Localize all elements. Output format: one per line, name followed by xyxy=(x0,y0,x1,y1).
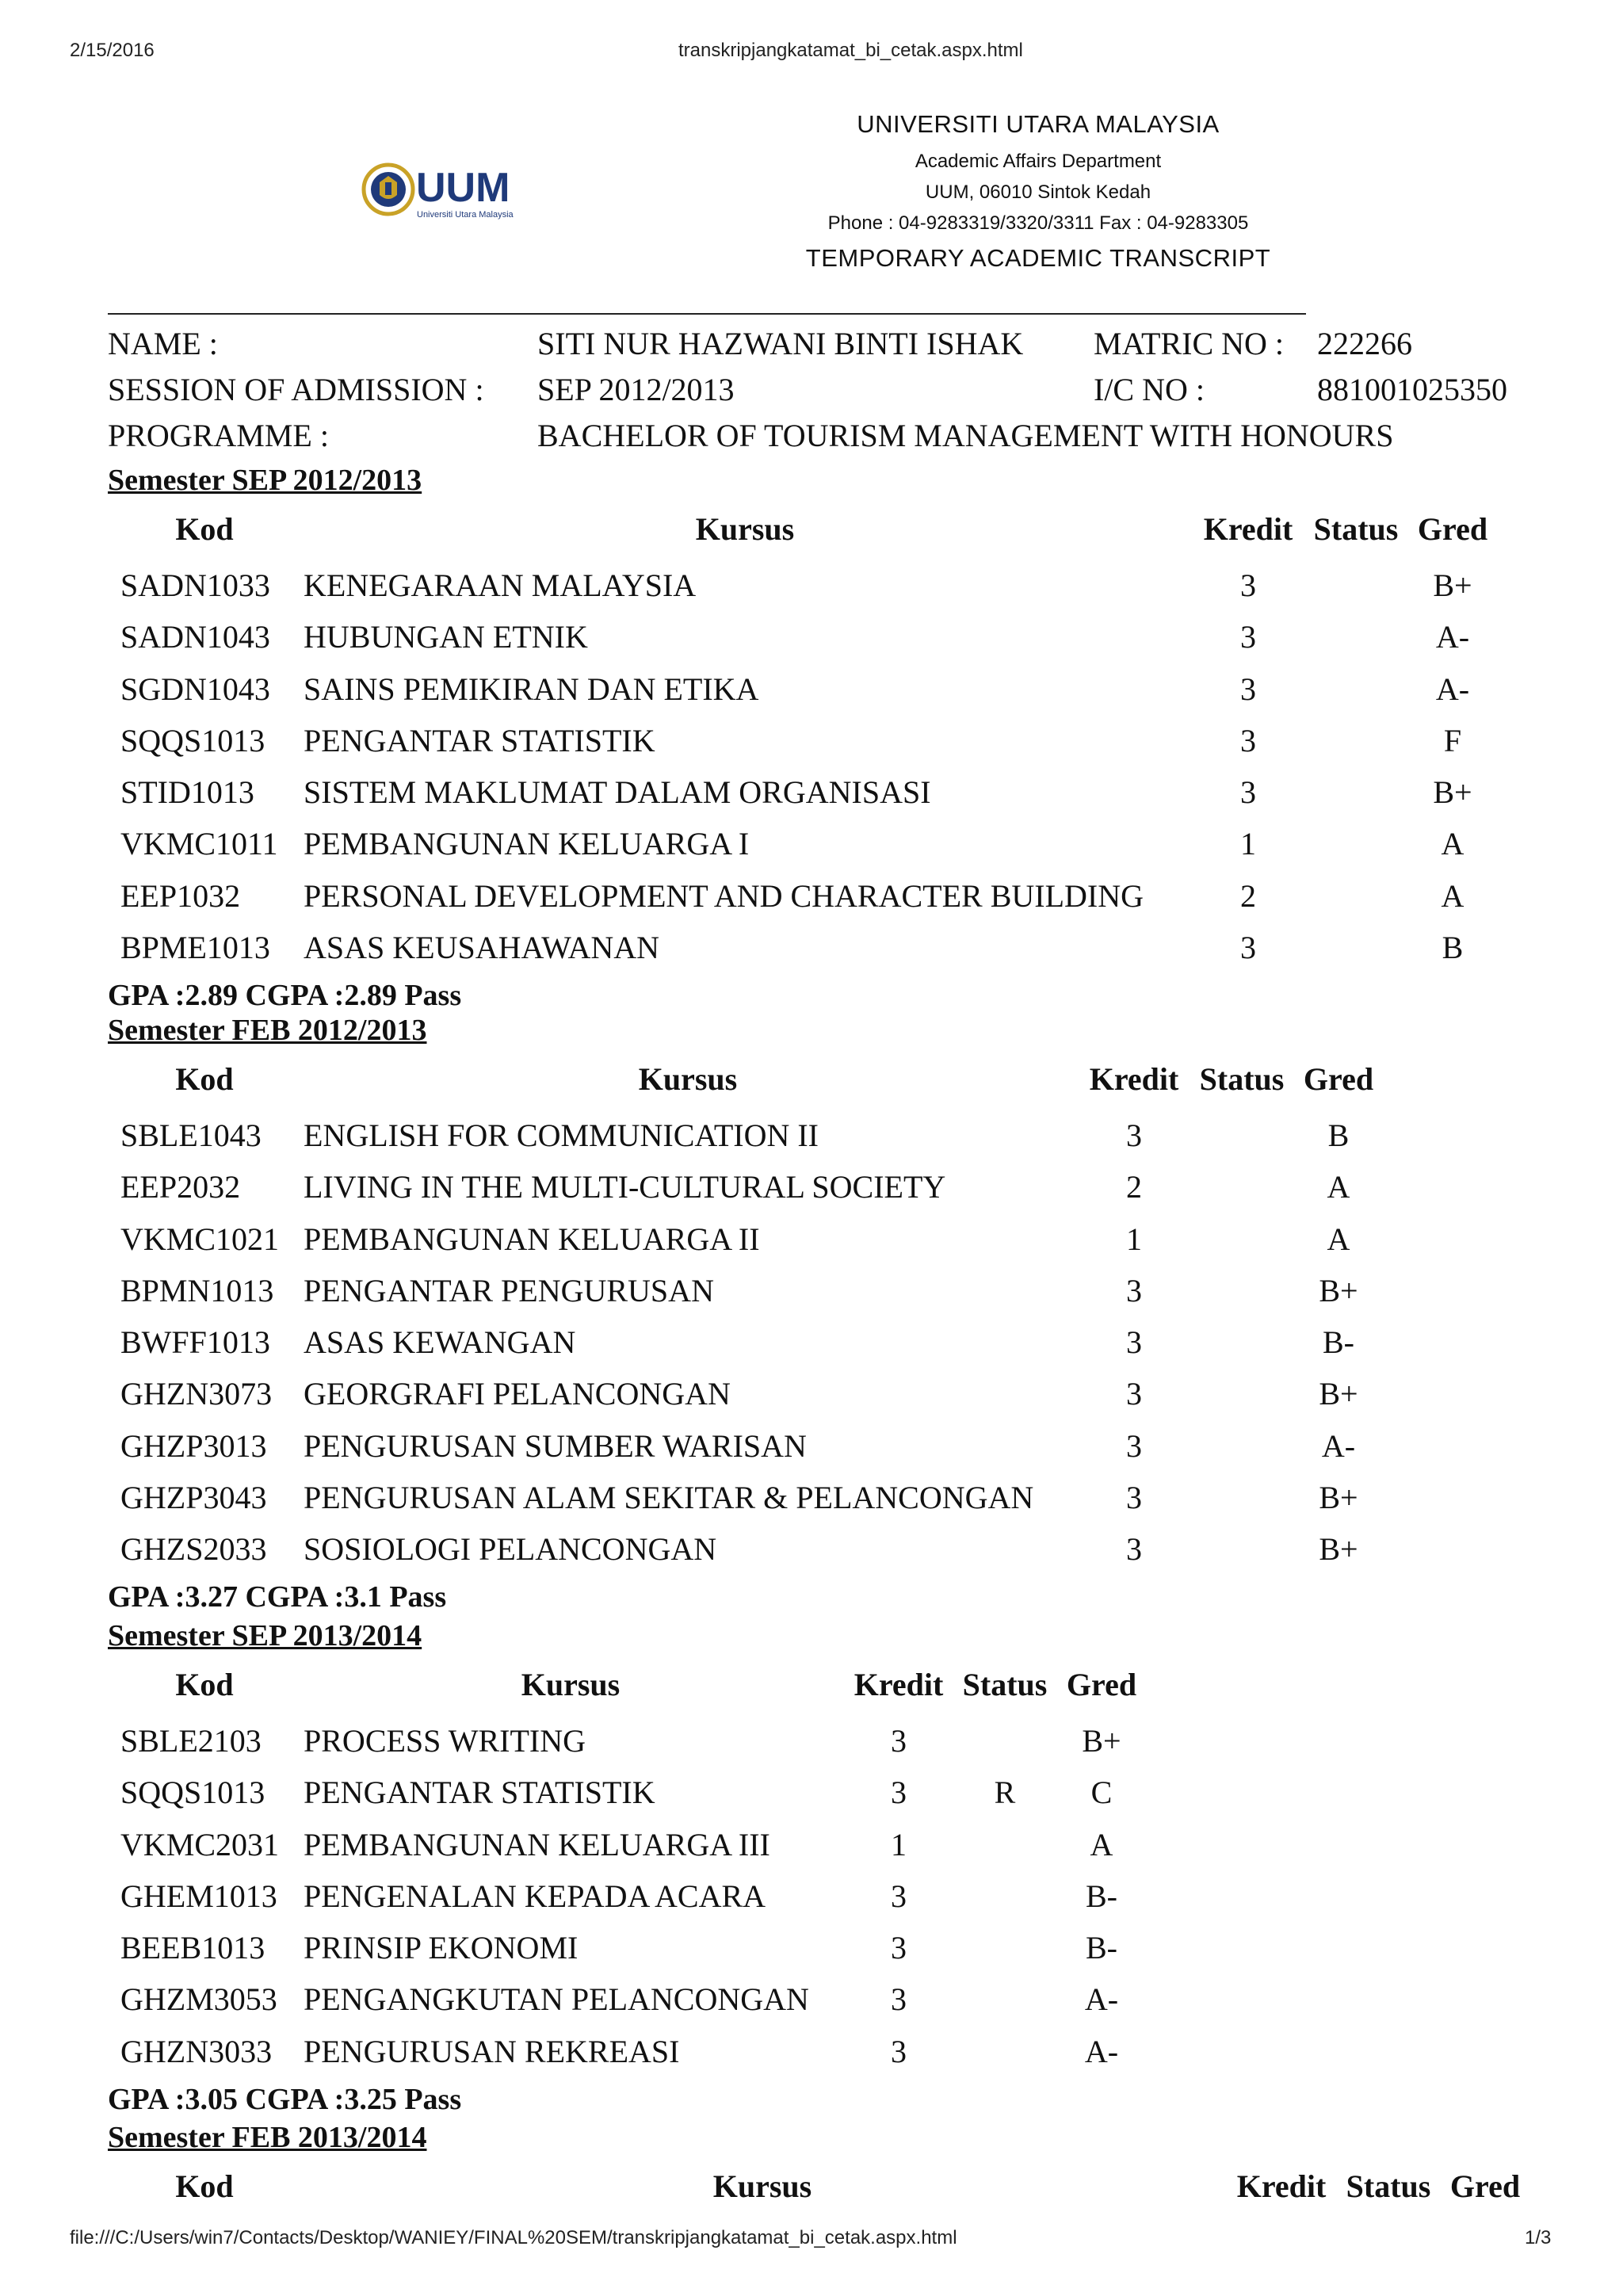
uum-crest-icon xyxy=(361,155,527,227)
course-code: SADN1043 xyxy=(120,619,270,655)
student-name: SITI NUR HAZWANI BINTI ISHAK xyxy=(537,326,1024,361)
course-table-header xyxy=(0,1663,1623,1707)
semester-list xyxy=(0,461,1623,2214)
semester-title: Semester SEP 2012/2013 xyxy=(108,464,422,497)
university-name: UNIVERSITI UTARA MALAYSIA xyxy=(857,110,1220,138)
course-name: ASAS KEWANGAN xyxy=(304,1324,576,1361)
table-row xyxy=(0,1870,1623,1922)
course-credit: 3 xyxy=(1240,774,1256,811)
course-credit: 3 xyxy=(891,1930,907,1966)
table-row xyxy=(0,870,1623,922)
course-credit: 3 xyxy=(891,1981,907,2018)
course-grade: B- xyxy=(1323,1324,1354,1361)
course-grade: A- xyxy=(1084,2033,1119,2069)
col-grade-header: Gred xyxy=(1449,2168,1521,2204)
course-grade: A xyxy=(1327,1169,1350,1205)
page-number: 1/3 xyxy=(1525,2227,1552,2248)
department: Academic Affairs Department xyxy=(915,151,1162,172)
course-credit: 3 xyxy=(1240,722,1256,758)
course-name: PENGANTAR STATISTIK xyxy=(304,722,655,758)
table-row xyxy=(0,1420,1623,1472)
course-credit: 1 xyxy=(1126,1221,1142,1257)
col-credit-header: Kredit xyxy=(1203,511,1293,547)
course-grade: B- xyxy=(1086,1930,1117,1966)
course-grade: A- xyxy=(1435,619,1470,655)
course-rows xyxy=(0,1715,1623,2077)
course-code: EEP2032 xyxy=(120,1169,241,1205)
print-page-title: transkripjangkatamat_bi_cetak.aspx.html xyxy=(678,40,1023,61)
course-code: SQQS1013 xyxy=(120,722,265,758)
course-name: PEMBANGUNAN KELUARGA III xyxy=(304,1826,770,1862)
course-name: PENGURUSAN REKREASI xyxy=(304,2033,680,2069)
col-status-header: Status xyxy=(1199,1061,1285,1097)
table-row xyxy=(0,1213,1623,1265)
course-table-header xyxy=(0,507,1623,552)
col-code-header: Kod xyxy=(175,1667,234,1702)
col-status-header: Status xyxy=(1346,2168,1431,2204)
course-grade: C xyxy=(1090,1775,1113,1811)
course-name: KENEGARAAN MALAYSIA xyxy=(304,567,697,603)
matric-number: 222266 xyxy=(1317,326,1412,361)
table-row xyxy=(0,1472,1623,1523)
info-row-session xyxy=(108,367,1534,413)
course-credit: 1 xyxy=(891,1826,907,1862)
col-course-header: Kursus xyxy=(712,2168,812,2204)
matric-label: MATRIC NO : xyxy=(1094,326,1285,361)
course-credit: 3 xyxy=(1240,670,1256,707)
course-table-header xyxy=(0,1057,1623,1102)
course-name: PENGANTAR PENGURUSAN xyxy=(304,1272,714,1308)
svg-text:Universiti Utara Malaysia: Universiti Utara Malaysia xyxy=(417,210,514,220)
course-code: STID1013 xyxy=(120,774,254,811)
ic-label: I/C NO : xyxy=(1094,372,1205,407)
semester-title: Semester FEB 2012/2013 xyxy=(108,1014,427,1047)
course-grade: B+ xyxy=(1319,1376,1358,1412)
course-code: EEP1032 xyxy=(120,877,241,914)
gpa-summary: GPA :3.05 CGPA :3.25 Pass xyxy=(108,2083,462,2116)
course-credit: 1 xyxy=(1240,826,1256,862)
col-grade-header: Gred xyxy=(1066,1667,1137,1702)
course-code: BPMN1013 xyxy=(120,1272,274,1308)
course-credit: 3 xyxy=(1126,1531,1142,1568)
course-code: SQQS1013 xyxy=(120,1775,265,1811)
course-name: HUBUNGAN ETNIK xyxy=(304,619,588,655)
course-name: PENGURUSAN SUMBER WARISAN xyxy=(304,1427,807,1464)
table-row xyxy=(0,1368,1623,1419)
table-row xyxy=(0,766,1623,818)
course-name: PROCESS WRITING xyxy=(304,1723,586,1759)
col-credit-header: Kredit xyxy=(1236,2168,1327,2204)
session-label: SESSION OF ADMISSION : xyxy=(108,372,484,407)
course-table-header xyxy=(0,2164,1623,2209)
session-of-admission: SEP 2012/2013 xyxy=(537,372,735,407)
course-name: PERSONAL DEVELOPMENT AND CHARACTER BUILDING xyxy=(304,877,1144,914)
course-grade: B+ xyxy=(1433,567,1472,603)
info-row-name xyxy=(108,321,1534,367)
course-credit: 3 xyxy=(891,1775,907,1811)
gpa-summary: GPA :3.27 CGPA :3.1 Pass xyxy=(108,1580,447,1614)
print-date: 2/15/2016 xyxy=(70,40,155,61)
course-name: ENGLISH FOR COMMUNICATION II xyxy=(304,1117,819,1153)
info-row-programme xyxy=(108,413,1534,459)
course-code: SGDN1043 xyxy=(120,670,270,707)
course-name: LIVING IN THE MULTI-CULTURAL SOCIETY xyxy=(304,1169,946,1205)
uum-logo xyxy=(361,155,527,227)
file-path: file:///C:/Users/win7/Contacts/Desktop/WANIEY/FINAL%20SEM/transkripjangkatamat_bi_cetak.aspx.html xyxy=(70,2227,957,2248)
course-code: VKMC1021 xyxy=(120,1221,280,1257)
course-grade: F xyxy=(1443,722,1462,758)
col-grade-header: Gred xyxy=(1303,1061,1374,1097)
course-code: SBLE1043 xyxy=(120,1117,262,1153)
course-code: VKMC1011 xyxy=(120,826,278,862)
student-info xyxy=(108,321,1534,459)
table-row xyxy=(0,1110,1623,1161)
course-code: GHZP3013 xyxy=(120,1427,267,1464)
course-grade: B+ xyxy=(1082,1723,1121,1759)
col-code-header: Kod xyxy=(175,1061,234,1097)
col-credit-header: Kredit xyxy=(854,1667,944,1702)
semester-block xyxy=(0,1011,1623,1617)
course-credit: 3 xyxy=(1126,1376,1142,1412)
table-row xyxy=(0,1715,1623,1767)
course-credit: 2 xyxy=(1240,877,1256,914)
course-name: PEMBANGUNAN KELUARGA II xyxy=(304,1221,760,1257)
university-header xyxy=(697,103,1379,278)
col-code-header: Kod xyxy=(175,511,234,547)
course-code: VKMC2031 xyxy=(120,1826,280,1862)
table-row xyxy=(0,2026,1623,2077)
course-grade: B+ xyxy=(1319,1480,1358,1516)
course-code: GHZS2033 xyxy=(120,1531,267,1568)
table-row xyxy=(0,715,1623,766)
table-row xyxy=(0,1523,1623,1575)
table-row xyxy=(0,611,1623,663)
contact: Phone : 04-9283319/3320/3311 Fax : 04-9283305 xyxy=(827,212,1249,234)
col-status-header: Status xyxy=(962,1667,1048,1702)
course-code: GHEM1013 xyxy=(120,1878,277,1914)
table-row xyxy=(0,663,1623,715)
course-code: BWFF1013 xyxy=(120,1324,270,1361)
header-divider xyxy=(108,313,1306,315)
course-credit: 3 xyxy=(891,1878,907,1914)
gpa-summary: GPA :2.89 CGPA :2.89 Pass xyxy=(108,979,462,1012)
course-code: GHZN3073 xyxy=(120,1376,273,1412)
course-credit: 3 xyxy=(1240,619,1256,655)
name-label: NAME : xyxy=(108,326,218,361)
course-code: BPME1013 xyxy=(120,930,270,966)
course-grade: B+ xyxy=(1319,1272,1358,1308)
course-code: BEEB1013 xyxy=(120,1930,265,1966)
course-credit: 3 xyxy=(1126,1272,1142,1308)
course-name: GEORGRAFI PELANCONGAN xyxy=(304,1376,731,1412)
course-name: PEMBANGUNAN KELUARGA I xyxy=(304,826,750,862)
table-row xyxy=(0,922,1623,973)
col-course-header: Kursus xyxy=(521,1667,621,1702)
col-credit-header: Kredit xyxy=(1089,1061,1179,1097)
course-credit: 2 xyxy=(1126,1169,1142,1205)
course-name: PRINSIP EKONOMI xyxy=(304,1930,579,1966)
semester-title: Semester SEP 2013/2014 xyxy=(108,1619,422,1652)
col-code-header: Kod xyxy=(175,2168,234,2204)
semester-title: Semester FEB 2013/2014 xyxy=(108,2121,427,2154)
address: UUM, 06010 Sintok Kedah xyxy=(925,181,1151,203)
course-code: GHZN3033 xyxy=(120,2033,273,2069)
course-credit: 3 xyxy=(1240,930,1256,966)
course-grade: A xyxy=(1327,1221,1350,1257)
ic-number: 881001025350 xyxy=(1317,372,1507,407)
course-credit: 3 xyxy=(1126,1480,1142,1516)
print-footer xyxy=(0,2227,1623,2259)
course-grade: B xyxy=(1442,930,1464,966)
course-name: SOSIOLOGI PELANCONGAN xyxy=(304,1531,717,1568)
col-status-header: Status xyxy=(1313,511,1399,547)
programme-label: PROGRAMME : xyxy=(108,418,329,453)
table-row xyxy=(0,1265,1623,1316)
semester-block xyxy=(0,2118,1623,2214)
table-row xyxy=(0,1922,1623,1973)
table-row xyxy=(0,1819,1623,1870)
semester-block xyxy=(0,461,1623,1011)
course-grade: A xyxy=(1441,877,1465,914)
course-grade: A xyxy=(1090,1826,1113,1862)
course-rows xyxy=(0,560,1623,973)
course-status: R xyxy=(994,1775,1016,1811)
course-code: SADN1033 xyxy=(120,567,270,603)
course-grade: B+ xyxy=(1319,1531,1358,1568)
course-credit: 3 xyxy=(1126,1117,1142,1153)
course-credit: 3 xyxy=(891,1723,907,1759)
course-name: SISTEM MAKLUMAT DALAM ORGANISASI xyxy=(304,774,931,811)
table-row xyxy=(0,1767,1623,1818)
course-credit: 3 xyxy=(1126,1427,1142,1464)
svg-text:UUM: UUM xyxy=(416,165,510,211)
programme: BACHELOR OF TOURISM MANAGEMENT WITH HONOURS xyxy=(537,418,1394,453)
col-course-header: Kursus xyxy=(638,1061,738,1097)
table-row xyxy=(0,818,1623,869)
course-code: GHZM3053 xyxy=(120,1981,277,2018)
course-name: SAINS PEMIKIRAN DAN ETIKA xyxy=(304,670,759,707)
course-name: PENGANGKUTAN PELANCONGAN xyxy=(304,1981,809,2018)
course-name: PENGENALAN KEPADA ACARA xyxy=(304,1878,766,1914)
course-credit: 3 xyxy=(1240,567,1256,603)
course-credit: 3 xyxy=(891,2033,907,2069)
course-grade: A- xyxy=(1084,1981,1119,2018)
course-credit: 3 xyxy=(1126,1324,1142,1361)
print-header xyxy=(0,40,1623,71)
course-grade: A xyxy=(1441,826,1465,862)
col-grade-header: Gred xyxy=(1417,511,1488,547)
course-name: PENGANTAR STATISTIK xyxy=(304,1775,655,1811)
table-row xyxy=(0,1316,1623,1368)
course-code: GHZP3043 xyxy=(120,1480,267,1516)
col-course-header: Kursus xyxy=(695,511,795,547)
course-name: ASAS KEUSAHAWANAN xyxy=(304,930,660,966)
course-grade: B xyxy=(1327,1117,1350,1153)
course-grade: A- xyxy=(1321,1427,1356,1464)
table-row xyxy=(0,1973,1623,2025)
course-name: PENGURUSAN ALAM SEKITAR & PELANCONGAN xyxy=(304,1480,1034,1516)
course-grade: B+ xyxy=(1433,774,1472,811)
table-row xyxy=(0,1161,1623,1213)
semester-block xyxy=(0,1617,1623,2118)
table-row xyxy=(0,560,1623,611)
course-rows xyxy=(0,1110,1623,1576)
course-grade: A- xyxy=(1435,670,1470,707)
course-grade: B- xyxy=(1086,1878,1117,1914)
document-title: TEMPORARY ACADEMIC TRANSCRIPT xyxy=(805,244,1271,272)
course-code: SBLE2103 xyxy=(120,1723,262,1759)
